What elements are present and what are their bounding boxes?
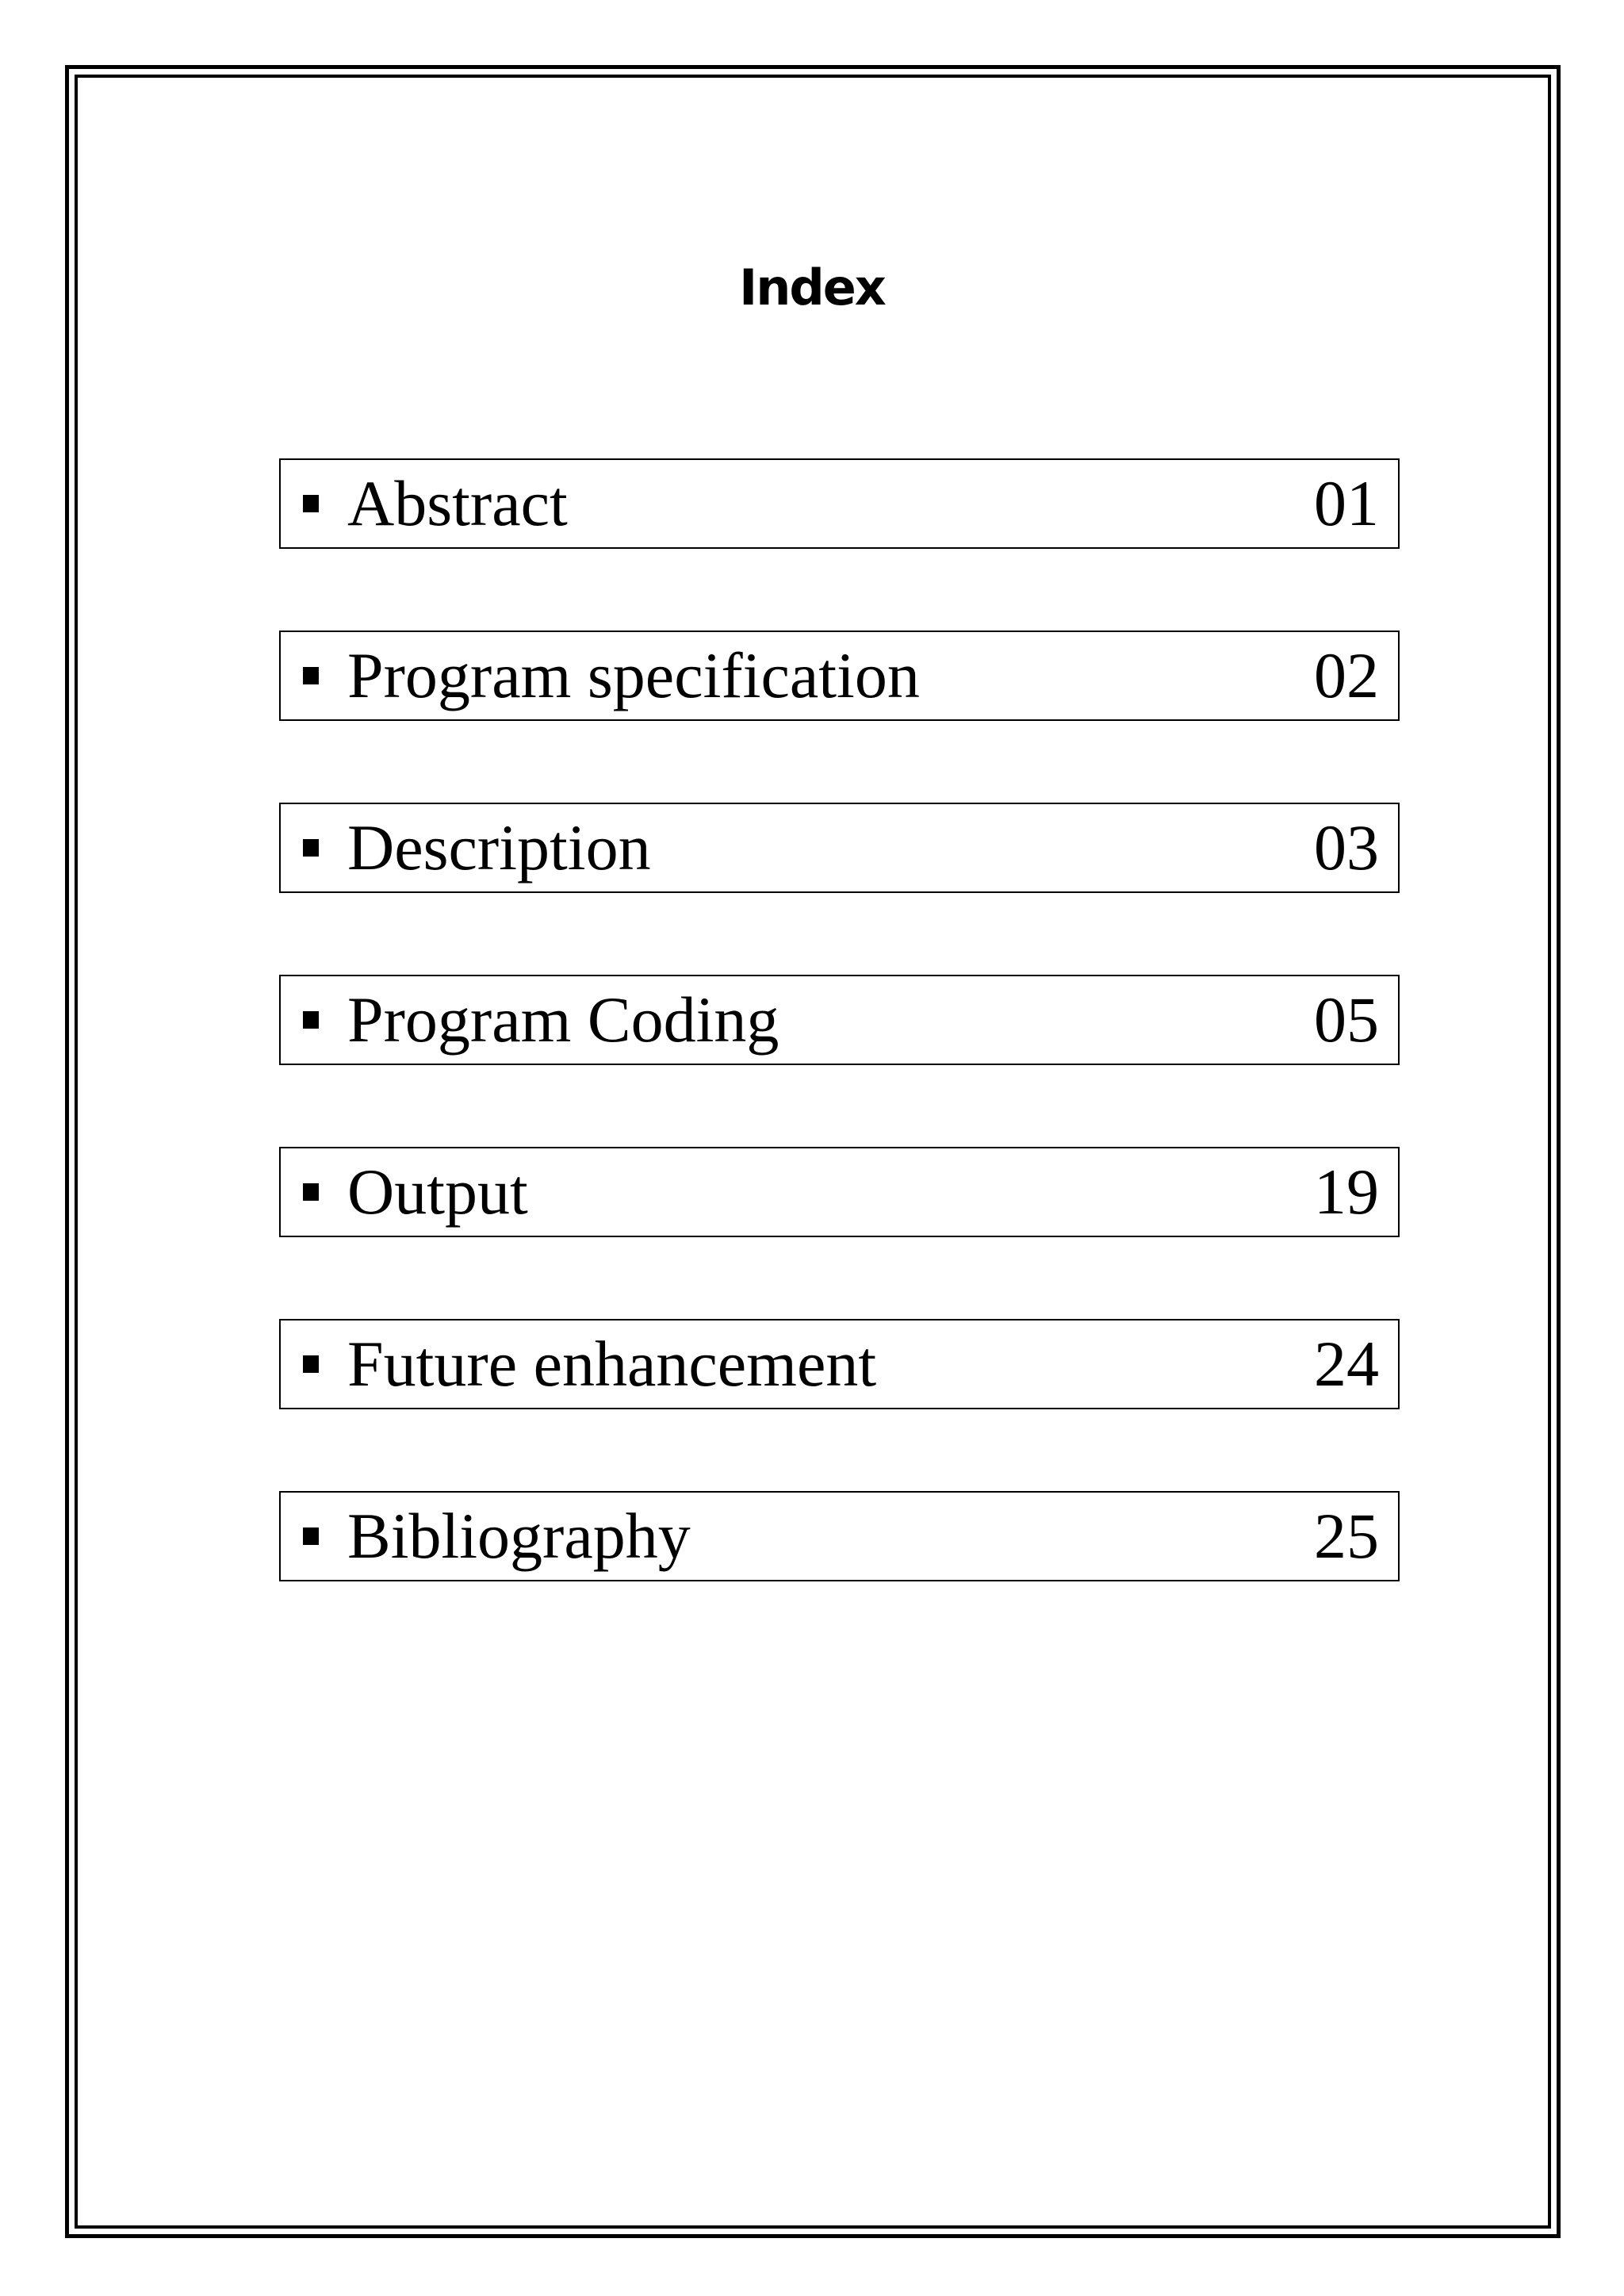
index-row-page-number: 25 (1314, 1500, 1379, 1572)
index-row-description (279, 803, 1400, 893)
square-bullet-icon (303, 495, 319, 512)
index-row-label: Future enhancement (347, 1328, 877, 1400)
square-bullet-icon (303, 1355, 319, 1373)
index-row-program-coding (279, 975, 1400, 1065)
index-row-page-number: 01 (1314, 467, 1379, 539)
page-title: Index (739, 259, 885, 316)
index-row-page-number: 03 (1314, 811, 1379, 884)
index-row-bibliography (279, 1491, 1400, 1581)
index-row-label: Program specification (347, 639, 920, 711)
index-row-page-number: 24 (1314, 1328, 1379, 1400)
index-row-program-specification (279, 631, 1400, 721)
square-bullet-icon (303, 839, 319, 857)
square-bullet-icon (303, 1183, 319, 1201)
index-row-label: Bibliography (347, 1500, 691, 1572)
index-list (279, 458, 1400, 1663)
index-row-page-number: 19 (1314, 1156, 1379, 1228)
index-row-page-number: 05 (1314, 983, 1379, 1056)
index-row-abstract (279, 458, 1400, 549)
index-row-label: Program Coding (347, 983, 779, 1056)
index-row-label: Description (347, 811, 651, 884)
index-row-page-number: 02 (1314, 639, 1379, 711)
square-bullet-icon (303, 1011, 319, 1029)
square-bullet-icon (303, 1527, 319, 1545)
index-row-output (279, 1147, 1400, 1237)
index-row-future-enhancement (279, 1319, 1400, 1409)
index-row-label: Abstract (347, 467, 568, 539)
index-row-label: Output (347, 1156, 528, 1228)
square-bullet-icon (303, 667, 319, 684)
